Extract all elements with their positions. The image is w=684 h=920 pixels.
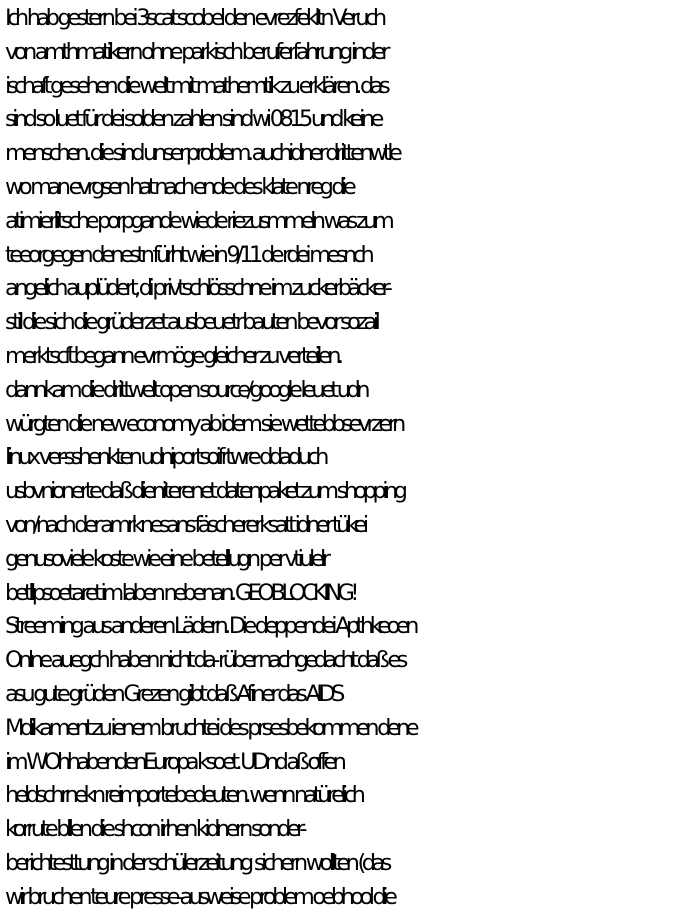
text-line-7: atimierlitsche porpgande wiede riezusmmeln was zum: [5, 207, 391, 234]
document-body: [5, 2, 684, 915]
text-line-21: asu gute grüden Grezen gibt daß Afiner das AIDS: [5, 680, 341, 707]
text-line-3: ischaft gesehen die welt mit mathemtik zu erklären. das: [5, 72, 387, 99]
text-line-13: würgten die new economy ab idem sie wettebbsevrzern: [5, 410, 402, 437]
text-line-2: von amthmatikern ohne parkisch beruferfahrung inder: [5, 38, 386, 65]
text-line-27: wir bruchen teure presse-ausweise problem oebhool die: [5, 883, 394, 910]
text-line-16: von/nach der amrknesans fäschererksatt idner tükei: [5, 511, 365, 538]
text-line-18: betllpsoetaret im laben nebenan. GEOBLOCKING!: [5, 579, 355, 606]
text-line-15: usbvnionerte daß dieniterenet datenpaket zum shopping: [5, 478, 404, 505]
text-line-4: sind so luet für dei solden zahlen sind wi 0815 und keine: [5, 106, 380, 133]
text-line-22: Mdikament zu ienem bruchtei des prsesbekommen dene: [5, 714, 416, 741]
text-line-25: korrute bllen die shcon irhen kidnern sonder-: [5, 816, 303, 843]
text-line-20: Onlne auegch haben nicht da- rüber nachgedacht daß es: [5, 647, 404, 674]
text-line-11: merktscft begann evrmöge gleicher zu verteilen.: [5, 342, 340, 369]
text-line-23: im WOhhabendenEuropa ksoet. UDnd aß offen: [5, 748, 343, 775]
text-line-12: dannkam die drittwelt open source/google leuet udn: [5, 376, 366, 403]
text-line-10: stil die sich die grüderzet ausbeuetr bauten bevor sozail: [5, 309, 377, 336]
text-line-9: angelich auplüdert, di privtschlösschne im zuckerbäcker-: [5, 275, 389, 302]
text-line-17: genusoviele koste wie eine betellugn per vtiulelr: [5, 545, 327, 572]
text-line-24: heldschrnekn reimportebedeuten. wenn natürelich: [5, 782, 362, 809]
text-line-8: teeorgegen denestn fürht wie in 9/11 de rdei mesnch: [5, 241, 371, 268]
text-line-26: berichtesttung in der schülerzeitung sichern wollten (das: [5, 849, 388, 876]
text-line-14: linux ver-sshenkten udniportsoifrtwre ddaduch: [5, 444, 325, 471]
text-line-5: menschen. die sind unser problem. auchidner drittenwtle: [5, 140, 399, 167]
text-line-19: Streeming aus anderen Lädern. Die deppendei Apthkeoen: [5, 613, 415, 640]
text-line-1: Ich hab gestern bei 3scat scobel den evrezfekltn Veruch: [5, 5, 383, 31]
text-line-6: wo man evrgsen hat nach ende des klate nreg die: [5, 173, 353, 200]
